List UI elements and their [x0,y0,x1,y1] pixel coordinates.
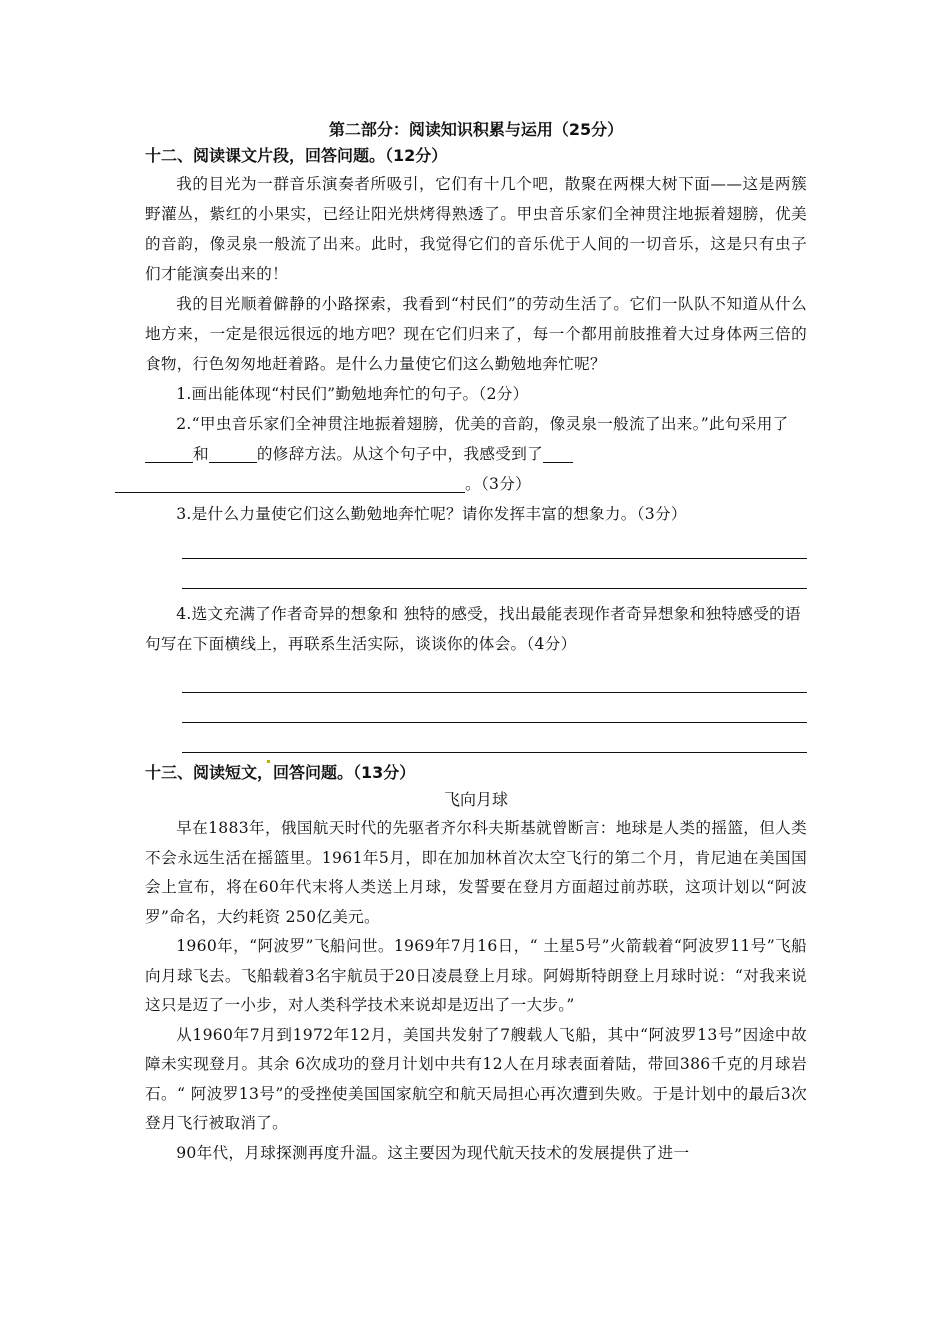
question-2-text-a: 2.“甲虫音乐家们全神贯注地振着翅膀，优美的音韵，像灵泉一般流了出来。”此句采用了 [176,415,789,433]
section-13-paragraph-2: 1960年，“阿波罗”飞船问世。1969年7月16日，“ 土星5号”火箭载着“阿波罗11号”飞船向月球飞去。飞船载着3名宇航员于20日凌晨登上月球。阿姆斯特朗登上月球时说：“对我来说这只是迈了一小步，对人类科学技术来说却是迈出了一大步。” [145,937,807,1014]
section-13-paragraph-3: 从1960年7月到1972年12月，美国共发射了7艘载人飞船，其中“阿波罗13号”因途中故障未实现登月。其余 6次成功的登月计划中共有12人在月球表面着陆，带回386千克的月球岩石。“ 阿波罗13号”的受挫使美国国家航空和航天局担心再次遭到失败。于是计划中的最后3次登月飞行被取消了。 [145,1025,807,1132]
question-2 [145,409,807,499]
section-13-heading: 十三、阅读短文，回答问题。（13分） [145,763,416,782]
answer-blank-2[interactable] [209,444,257,463]
answer-blank-1[interactable] [145,444,193,463]
question-2-text-c: 的修辞方法。从这个句子中，我感受到了 [256,445,543,463]
answer-blank-3a[interactable] [543,444,573,463]
answer-line-q3-2[interactable] [182,559,807,589]
question-4: 4.选文充满了作者奇异的想象和 独特的感受，找出最能表现作者奇异想象和独特感受的语句写在下面横线上，再联系生活实际，谈谈你的体会。（4分） [145,605,801,653]
answer-line-q3-1[interactable] [182,529,807,559]
answer-line-q4-2[interactable] [182,693,807,723]
answer-line-q4-3[interactable] [182,723,807,753]
section-13-paragraph-4: 90年代，月球探测再度升温。这主要因为现代航天技术的发展提供了进一 [176,1143,690,1162]
question-2-text-d: 。（3分） [465,475,531,493]
section-12-heading: 十二、阅读课文片段，回答问题。（12分） [145,146,448,165]
article-title: 飞向月球 [443,790,508,809]
stray-mark [267,760,270,763]
question-2-text-b: 和 [193,445,209,463]
section-12-paragraph-1: 我的目光为一群音乐演奏者所吸引，它们有十几个吧，散聚在两棵大树下面——这是两簇野灌丛，紫红的小果实，已经让阳光烘烤得熟透了。甲虫音乐家们全神贯注地振着翅膀，优美的音韵，像灵泉一般流了出来。此时，我觉得它们的音乐优于人间的一切音乐，这是只有虫子们才能演奏出来的！ [145,175,807,283]
section-12-paragraph-2: 我的目光顺着僻静的小路探索，我看到“村民们”的劳动生活了。它们一队队不知道从什么地方来，一定是很远很远的地方吧？现在它们归来了，每一个都用前肢推着大过身体两三倍的食物，行色匆匆地赶着路。是什么力量使它们这么勤勉地奔忙呢？ [145,295,807,373]
part-title: 第二部分：阅读知识积累与运用（25分） [328,120,624,139]
question-1: 1.画出能体现“村民们”勤勉地奔忙的句子。（2分） [176,385,529,403]
question-3: 3.是什么力量使它们这么勤勉地奔忙呢？请你发挥丰富的想象力。（3分） [176,505,687,523]
answer-line-q4-1[interactable] [182,663,807,693]
answer-blank-3[interactable] [115,474,465,493]
exam-page [145,118,807,1168]
section-13-paragraph-1: 早在1883年，俄国航天时代的先驱者齐尔科夫斯基就曾断言：地球是人类的摇篮，但人类不会永远生活在摇篮里。1961年5月，即在加加林首次太空飞行的第二个月，肯尼迪在美国国会上宣布，将在60年代末将人类送上月球，发誓要在登月方面超过前苏联，这项计划以“阿波罗”命名，大约耗资 250亿美元。 [145,819,807,926]
